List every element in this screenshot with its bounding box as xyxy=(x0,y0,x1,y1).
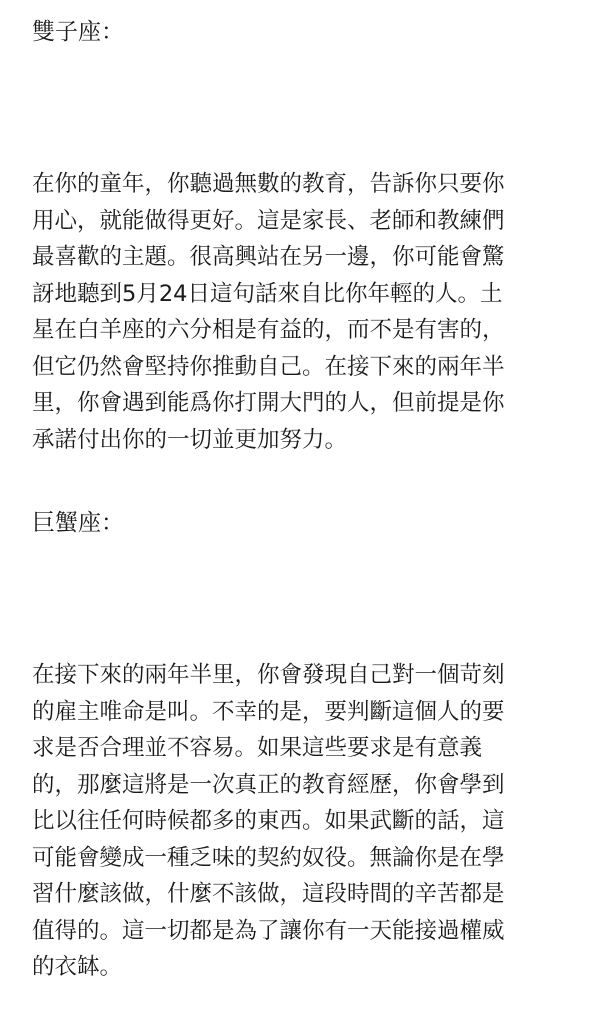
paragraph-gemini xyxy=(32,166,592,458)
paragraph-line: 求是否合理並不容易。如果這些要求是有意義 xyxy=(32,735,483,761)
paragraph-cancer xyxy=(32,657,592,986)
paragraph-line: 可能會變成一種乏味的契約奴役。無論你是在學 xyxy=(32,844,505,871)
paragraph-line: 最喜歡的主題。很高興站在另一邊，你可能會驚 xyxy=(32,244,505,270)
paragraph-line: 用心，就能做得更好。這是家長、老師和教練們 xyxy=(32,207,505,234)
paragraph-line: 習什麼該做，什麼不該做，這段時間的辛苦都是 xyxy=(32,881,505,907)
paragraph-line: 的雇主唯命是叫。不幸的是，要判斷這個人的要 xyxy=(32,698,505,725)
paragraph-line: 的，那麼這將是一次真正的教育經歷，你會學到 xyxy=(32,771,505,798)
paragraph-line: 比以往任何時候都多的東西。如果武斷的話，這 xyxy=(32,808,505,834)
paragraph-line: 里，你會遇到能爲你打開大門的人，但前提是你 xyxy=(32,390,505,416)
paragraph-line: 但它仍然會堅持你推動自己。在接下來的兩年半 xyxy=(32,353,505,380)
paragraph-line: 訝地聽到5月24日這句話來自比你年輕的人。土 xyxy=(32,280,503,307)
paragraph-line: 承諾付出你的一切並更加努力。 xyxy=(32,426,348,453)
paragraph-line: 在接下來的兩年半里，你會發現自己對一個苛刻 xyxy=(32,662,505,688)
paragraph-line: 的衣缽。 xyxy=(32,954,123,980)
paragraph-line: 值得的。這一切都是為了讓你有一天能接過權威 xyxy=(32,917,505,944)
heading-cancer: 巨蟹座： xyxy=(32,510,124,536)
heading-gemini: 雙子座： xyxy=(32,19,124,45)
paragraph-line: 星在白羊座的六分相是有益的，而不是有害的， xyxy=(32,317,505,343)
paragraph-line: 在你的童年，你聽過無數的教育，告訴你只要你 xyxy=(32,171,505,197)
